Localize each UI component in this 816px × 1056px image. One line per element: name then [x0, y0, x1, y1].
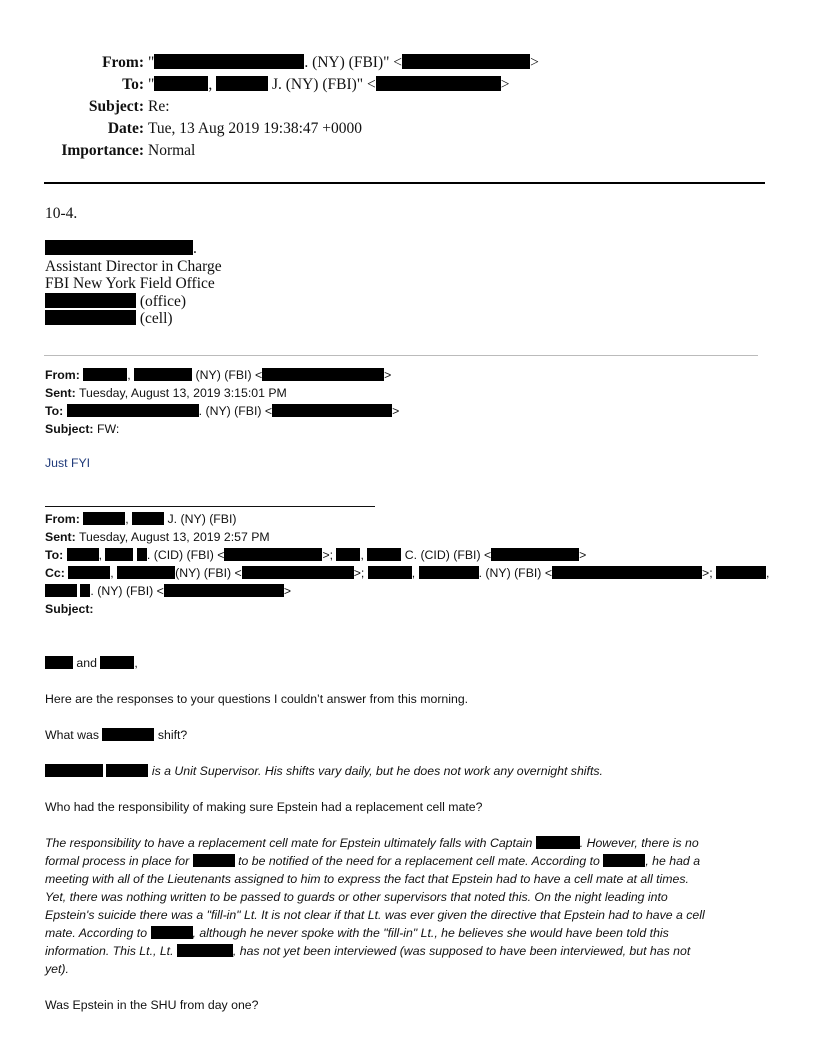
fwd1-to-row: To: . (NY) (FBI) < > [45, 404, 400, 418]
fwd2-sent-row: Sent: Tuesday, August 13, 2019 2:57 PM [45, 530, 270, 544]
fwd1-header [45, 366, 399, 438]
redaction-block [419, 566, 479, 579]
redaction-block [368, 566, 412, 579]
signature-title: Assistant Director in Charge [45, 257, 222, 275]
redaction-block [45, 240, 193, 255]
reply-body: 10-4. [45, 205, 78, 222]
redaction-block [367, 548, 401, 561]
question-3: Was Epstein in the SHU from day one? [45, 998, 259, 1012]
fwd1-body: Just FYI [45, 456, 91, 470]
redaction-block [216, 76, 268, 91]
fwd2-cc-row: Cc: , (NY) (FBI) < >; , . (NY) (FBI) < >; , [45, 566, 770, 580]
redaction-block [100, 656, 134, 669]
phone-cell-label: (cell) [139, 310, 173, 327]
date-label: Date: [107, 120, 144, 137]
redaction-block [164, 584, 284, 597]
redaction-block [102, 728, 154, 741]
fwd1-subject-row: Subject: FW: [45, 422, 120, 436]
redaction-block [83, 512, 125, 525]
fwd1-from-row: From: , (NY) (FBI) < > [45, 368, 392, 382]
to-label: To: [122, 76, 144, 93]
redaction-block [68, 566, 110, 579]
redaction-block [45, 310, 136, 325]
header-date-row [0, 118, 816, 140]
redaction-block [45, 293, 136, 308]
fwd2-subject-row: Subject: [45, 602, 94, 616]
redaction-block [536, 836, 580, 849]
redaction-block [45, 656, 73, 669]
from-value: . (NY) (FBI)" < [304, 54, 403, 71]
redaction-block [262, 368, 384, 381]
to-value: J. (NY) (FBI)" < [271, 76, 376, 93]
redaction-block [67, 548, 99, 561]
redaction-block [193, 854, 235, 867]
redaction-block [151, 926, 193, 939]
redaction-block [603, 854, 645, 867]
fwd2-cc-row-cont: . (NY) (FBI) < > [45, 582, 769, 600]
email-header [0, 52, 816, 162]
redaction-block [105, 548, 133, 561]
message-divider [44, 355, 758, 356]
redaction-block [272, 404, 392, 417]
redaction-block [224, 548, 322, 561]
importance-label: Importance: [61, 142, 144, 159]
greeting: and , [45, 654, 773, 672]
redaction-block [80, 584, 90, 597]
redaction-block [716, 566, 766, 579]
redaction-block [491, 548, 579, 561]
header-importance-row [0, 140, 816, 162]
answer-1: is a Unit Supervisor. His shifts vary daily, but he does not work any overnight shifts. [45, 762, 773, 780]
header-from-row: From: " . (NY) (FBI)" < > [0, 52, 816, 74]
fwd2-to-row: To: , . (CID) (FBI) < >; , C. (CID) (FBI) < > [45, 548, 587, 562]
redaction-block [45, 764, 103, 777]
subject-label: Subject: [88, 98, 144, 115]
fwd2-from-row: From: , J. (NY) (FBI) [45, 512, 237, 526]
redaction-block [177, 944, 233, 957]
subject-value: Re: [148, 98, 170, 115]
redaction-block [154, 76, 208, 91]
redaction-block [154, 54, 304, 69]
redaction-block [106, 764, 148, 777]
signature-office: FBI New York Field Office [45, 275, 215, 292]
redaction-block [132, 512, 164, 525]
redaction-block [134, 368, 192, 381]
redaction-block [137, 548, 147, 561]
redaction-block [45, 584, 77, 597]
forward-divider [45, 506, 375, 507]
redaction-block [67, 404, 199, 417]
question-2: Who had the responsibility of making sure Epstein had a replacement cell mate? [45, 800, 483, 814]
from-label: From: [102, 54, 144, 71]
answer-2: The responsibility to have a replacement cell mate for Epstein ultimately falls with Captain . However, there is no formal process in place for to be notified of the need for a replacement cell mate. According to , he had a meeting with all of the Lieutenants assigned to him to express the fact that Epstein had to have a cell mate at all times. Yet, there was nothing written to be passed to guards or other supervisors that noted this. On the night leading into Epstein's suicide there was a "fill-in" Lt. It is not clear if that Lt. was ever given the directive that Epstein had to have a cell mate. According to , although he never spoke with the "fill-in" Lt., he believes she would have been told this information. This Lt., Lt. , has not yet been interviewed (was supposed to have been interviewed, but has not yet). [45, 836, 705, 976]
header-to-row: To: " , J. (NY) (FBI)" < > [0, 74, 816, 96]
date-value: Tue, 13 Aug 2019 19:38:47 +0000 [148, 120, 362, 137]
redaction-block [242, 566, 354, 579]
redaction-block [402, 54, 530, 69]
question-1: What was shift? [45, 728, 188, 742]
header-divider [44, 182, 765, 184]
redaction-block [552, 566, 702, 579]
importance-value: Normal [148, 142, 196, 159]
fwd2-header [45, 510, 769, 618]
redaction-block [83, 368, 127, 381]
intro-paragraph: Here are the responses to your questions I couldn’t answer from this morning. [45, 692, 469, 706]
header-subject-row [0, 96, 816, 118]
signature-block: . Assistant Director in Charge FBI New York Field Office (office) (cell) [45, 240, 222, 327]
phone-office-label: (office) [139, 292, 187, 310]
redaction-block [117, 566, 175, 579]
redaction-block [376, 76, 501, 91]
redaction-block [336, 548, 360, 561]
fwd1-sent-row: Sent: Tuesday, August 13, 2019 3:15:01 PM [45, 386, 287, 400]
